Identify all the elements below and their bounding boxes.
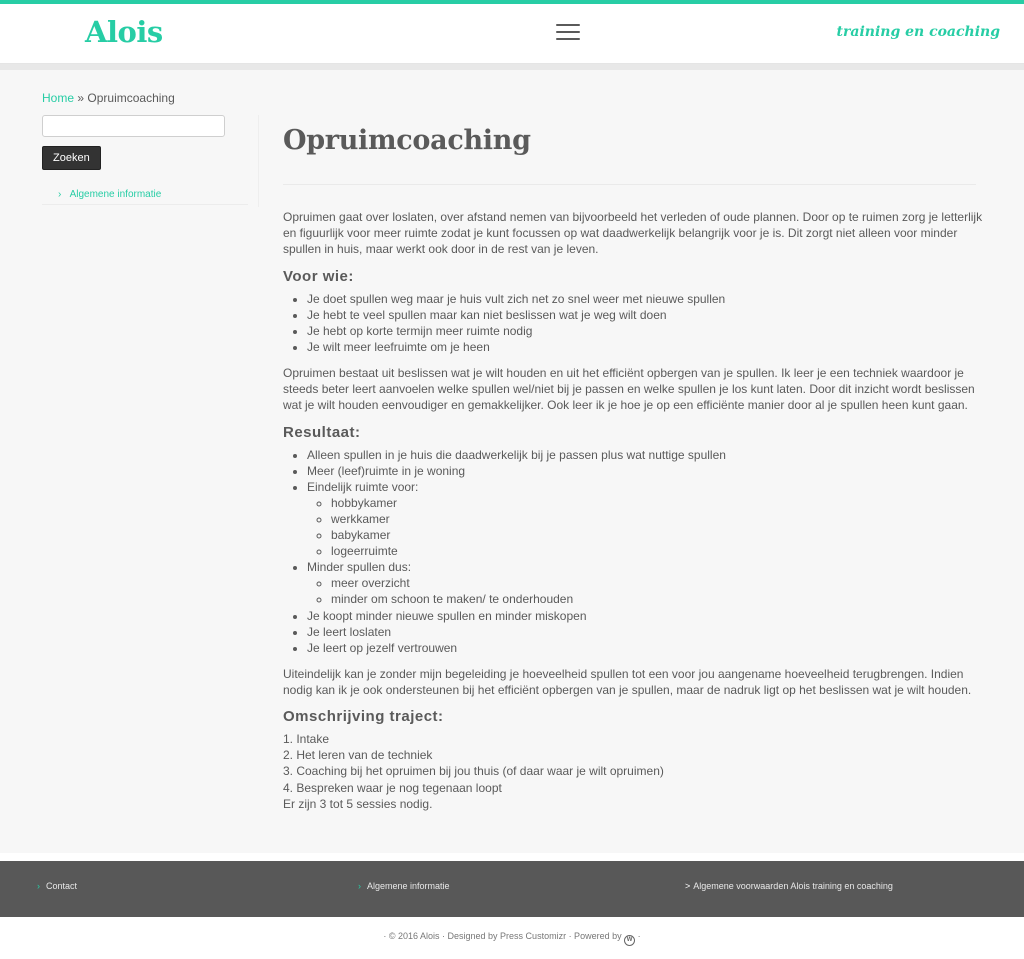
traject-heading: Omschrijving traject: xyxy=(283,708,444,726)
chevron-right-icon: › xyxy=(358,881,361,891)
copyright-text: · © 2016 Alois · Designed by Press Customizr · Powered by xyxy=(383,931,622,941)
traject-step: 3. Coaching bij het opruimen bij jou thuis (of daar waar je wilt opruimen) xyxy=(283,764,664,779)
breadcrumb-current: Opruimcoaching xyxy=(87,91,175,105)
breadcrumb xyxy=(42,91,175,105)
sub-list-item: ◦ logeerruimte xyxy=(331,543,983,559)
list-item: • Je leert op jezelf vertrouwen xyxy=(307,640,983,656)
copyright-end: · xyxy=(637,931,641,941)
list-item: • Je leert loslaten xyxy=(307,624,983,640)
list-item: • Alleen spullen in je huis die daadwerkelijk bij je passen plus wat nuttige spullen xyxy=(307,447,983,463)
sidebar-item-algemene-informatie[interactable]: Algemene informatie xyxy=(69,189,162,200)
list-item: • Je koopt minder nieuwe spullen en minder miskopen xyxy=(307,608,983,624)
sidebar-menu xyxy=(42,189,248,205)
list-item xyxy=(307,479,983,559)
breadcrumb-home-link[interactable]: Home xyxy=(42,91,75,105)
footer-link-contact[interactable] xyxy=(37,881,77,891)
voor-wie-heading: Voor wie: xyxy=(283,267,354,285)
chevron-right-icon: > xyxy=(685,881,691,891)
sub-list xyxy=(307,495,983,559)
traject-note: Er zijn 3 tot 5 sessies nodig. xyxy=(283,796,433,811)
traject-steps xyxy=(283,731,983,811)
sidebar xyxy=(42,115,258,205)
chevron-right-icon: › xyxy=(58,189,62,200)
sub-list-item: ◦ meer overzicht xyxy=(331,575,983,591)
search-input[interactable] xyxy=(42,115,225,137)
closing-paragraph: Uiteindelijk kan je zonder mijn begeleiding je hoeveelheid spullen tot een voor jou aangename hoeveelheid terugbrengen. Indien nodig kan ik je ook ondersteunen bij het efficiënt opbergen van je spullen, maar de nadruk ligt op het beslissen wat je wilt houden. xyxy=(283,666,972,698)
footer-link-label: Algemene voorwaarden Alois training en coaching xyxy=(693,881,893,891)
breadcrumb-separator: » xyxy=(77,91,85,105)
list-item: • Meer (leef)ruimte in je woning xyxy=(307,463,983,479)
footer-link-label: Contact xyxy=(46,881,78,891)
title-divider xyxy=(283,184,976,185)
sub-list-item: ◦ werkkamer xyxy=(331,511,983,527)
search-button[interactable]: Zoeken xyxy=(42,146,101,170)
article-content xyxy=(283,125,983,812)
footer-link-info[interactable] xyxy=(358,881,450,891)
list-item-label: Eindelijk ruimte voor: xyxy=(307,479,419,494)
list-item: • Je doet spullen weg maar je huis vult zich net zo snel weer met nieuwe spullen xyxy=(307,291,983,307)
traject-step: 1. Intake xyxy=(283,732,330,747)
list-item xyxy=(307,559,983,607)
traject-step: 4. Bespreken waar je nog tegenaan loopt xyxy=(283,780,502,795)
list-item: • Je wilt meer leefruimte om je heen xyxy=(307,339,983,355)
traject-step: 2. Het leren van de techniek xyxy=(283,748,433,763)
middle-paragraph: Opruimen bestaat uit beslissen wat je wilt houden en uit het efficiënt opbergen van je spullen. Ik leer je een techniek waardoor je steeds beter leert aanvoelen welke spullen wel/niet bij je passen en welke spullen je los kunt laten. Door dit inzicht wordt beslissen wat je wilt houden eenvoudiger en gemakkelijker. Ook leer ik je hoe je op een efficiënte manier door al je spullen heen kunt gaan. xyxy=(283,365,975,413)
chevron-right-icon: › xyxy=(37,881,40,891)
sub-list-item: ◦ hobbykamer xyxy=(331,495,983,511)
main-area xyxy=(0,70,1024,853)
footer-link-voorwaarden[interactable] xyxy=(685,881,893,891)
sub-list xyxy=(307,575,983,607)
list-item: • Je hebt op korte termijn meer ruimte nodig xyxy=(307,323,983,339)
site-header xyxy=(0,4,1024,64)
footer-link-label: Algemene informatie xyxy=(367,881,450,891)
list-item: • Je hebt te veel spullen maar kan niet beslissen wat je weg wilt doen xyxy=(307,307,983,323)
sidebar-divider xyxy=(258,115,259,207)
site-logo[interactable]: Alois xyxy=(85,15,163,49)
sub-list-item: ◦ minder om schoon te maken/ te onderhouden xyxy=(331,591,983,607)
page-title: Opruimcoaching xyxy=(283,125,531,156)
resultaat-list xyxy=(283,447,983,656)
wordpress-icon[interactable]: W xyxy=(624,935,635,946)
sub-list-item: ◦ babykamer xyxy=(331,527,983,543)
site-tagline: training en coaching xyxy=(836,24,1000,40)
resultaat-heading: Resultaat: xyxy=(283,423,361,441)
list-item-label: Minder spullen dus: xyxy=(307,560,412,575)
intro-paragraph: Opruimen gaat over loslaten, over afstand nemen van bijvoorbeeld het verleden of oude plannen. Door op te ruimen zorg je letterlijk en figuurlijk voor meer ruimte zodat je kunt focussen op wat daadwerkelijk belangrijk voor je is. Dit zorgt niet alleen voor minder spullen in huis, maar werkt ook door in de rest van je leven. xyxy=(283,210,983,257)
footer-widgets xyxy=(0,861,1024,917)
hamburger-menu-icon[interactable] xyxy=(556,24,580,42)
voor-wie-list xyxy=(283,291,983,355)
copyright-line xyxy=(0,931,1024,946)
